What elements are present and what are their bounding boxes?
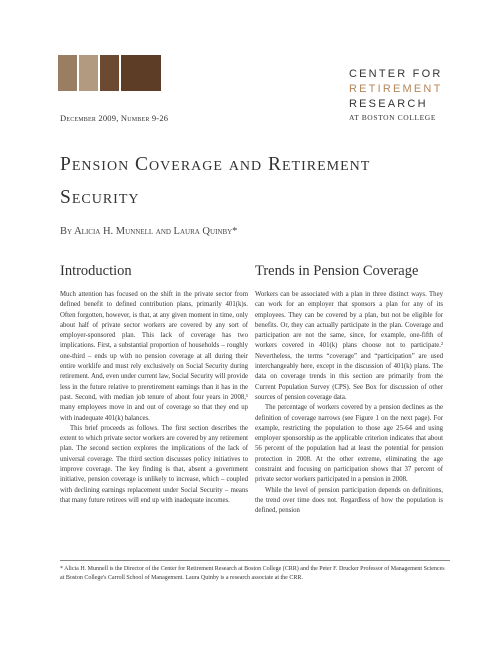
- trends-paragraph: While the level of pension participation depends on definitions, the trend over time does not. Regardless of how the population is defined, pension: [255, 486, 443, 515]
- logo-line-center: CENTER FOR: [349, 68, 443, 80]
- section-heading-trends: Trends in Pension Coverage: [255, 263, 419, 279]
- logo-block: [100, 55, 119, 91]
- logo-block: [79, 55, 98, 91]
- page-title: [60, 148, 440, 214]
- left-column: [60, 263, 248, 506]
- right-column: [255, 263, 443, 517]
- footnote: * Alicia H. Munnell is the Director of the Center for Retirement Research at Boston College (CRR) and the Peter F. Drucker Professor of Management Sciences at Boston College's Carroll School of Management. Laura Quinby is a research associate at the CRR.: [60, 566, 445, 582]
- logo-block: [58, 55, 77, 91]
- intro-paragraph: This brief proceeds as follows. The first section describes the extent to which private sector workers are covered by any retirement plan. The second section explores the implications of the lack of universal coverage. The third section discusses policy initiatives to improve coverage. The key finding is that, absent a government initiative, pension coverage is unlikely to increase, which – coupled with declining earnings replacement under Social Security – means that many future retirees will end up with inadequate incomes.: [60, 424, 248, 504]
- title-line-1: Pension Coverage and Retirement: [60, 154, 371, 175]
- section-heading-introduction: Introduction: [60, 263, 132, 279]
- logo-line-research: RESEARCH: [349, 98, 428, 110]
- intro-paragraph: Much attention has focused on the shift in the private sector from defined benefit to defined contribution plans, primarily 401(k)s. Often forgotten, however, is that, at any given moment in time, only about half of private sector workers are covered by any sort of employer-sponsored plan. This lack of coverage has two implications. First, a substantial proportion of households – roughly one-third – ends up with no pension coverage at all during their entire worklife and must rely exclusively on Social Security during retirement. And, even under current law, Social Security will provide less in the future relative to preretirement earnings than it has in the past. Second, with median job tenure of about four years in 2008,¹ many employees move in and out of coverage so that they end up with inadequate 401(k) balances.: [60, 291, 248, 422]
- authors: By Alicia H. Munnell and Laura Quinby*: [60, 226, 238, 237]
- logo-line-bc: AT BOSTON COLLEGE: [349, 113, 437, 122]
- logo-block: [121, 55, 161, 91]
- title-line-2: Security: [60, 187, 140, 208]
- crr-logo-text: [349, 67, 459, 124]
- trends-paragraph: The percentage of workers covered by a pension declines as the definition of coverage narrows (see Figure 1 on the next page). For example, restricting the population to those age 25-64 and using employer sponsorship as the applicable criterion indicates that about 56 percent of the population had at least the potential for pension protection in 2008. At the other extreme, eliminating the age constraint and focusing on participation shows that 37 percent of private sector workers participated in a pension in 2008.: [255, 404, 443, 484]
- footnote-divider: [60, 560, 450, 561]
- trends-paragraph: Workers can be associated with a plan in three distinct ways. They can work for an employer that sponsors a plan for any of its employees. They can be covered by a plan, but not be eligible for benefits. Or, they can actually participate in the plan. Coverage and participation are not the same, since, for example, one-fifth of workers covered in 401(k) plans choose not to participate.² Nevertheless, the terms “coverage” and “participation” are used interchangeably here, except in the discussion of 401(k) plans. The data on coverage trends in this section are primarily from the Current Population Survey (CPS). See Box for discussion of other sources of pension coverage data.: [255, 291, 443, 401]
- logo-line-retirement: RETIREMENT: [349, 83, 443, 95]
- issue-date: December 2009, Number 9-26: [60, 113, 169, 123]
